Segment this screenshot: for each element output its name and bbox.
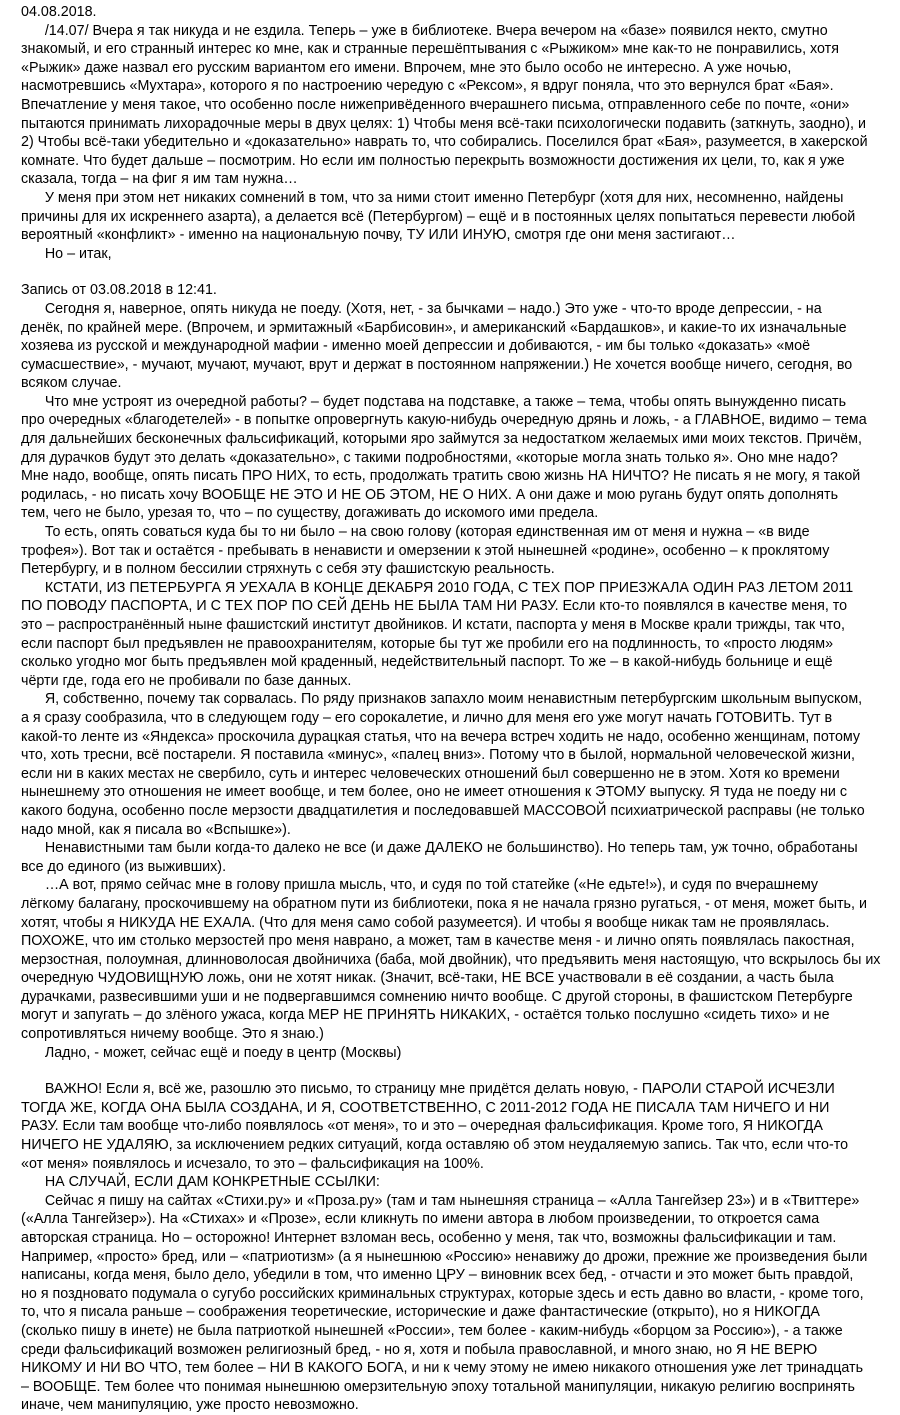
text-line: НА СЛУЧАЙ, ЕСЛИ ДАМ КОНКРЕТНЫЕ ССЫЛКИ: bbox=[21, 1174, 380, 1191]
text-line: денёк, по крайней мере. (Впрочем, и эрмитажный «Барбисовин», и американский «Бардашков», и какие-то их изначальные bbox=[21, 319, 847, 336]
text-line: «от меня» появлялось и исчезало, то это – фальсификация на 100%. bbox=[21, 1155, 484, 1172]
text-line: трофея»). Вот так и остаётся - пребывать в ненависти и омерзении к этой нынешней «родине», особенно – к проклятому bbox=[21, 542, 830, 559]
text-line: тем, чего не было, урезая то, что – по существу, догаживать до искомого ими предела. bbox=[21, 505, 599, 522]
text-line: 04.08.2018. bbox=[21, 4, 97, 20]
text-line: сопротивляться ничему вообще. Это я знаю.) bbox=[21, 1026, 324, 1043]
text-line: какого бодуна, особенно после мерзости двадцатилетия и последовавшей МАССОВОЙ психиатрической расправы (не только bbox=[21, 802, 865, 819]
text-line: Но – итак, bbox=[21, 245, 112, 262]
text-line: знакомый, и его странный интерес ко мне, как и странные перешёптывания с «Рыжиком» мне как-то не понравились, хотя bbox=[21, 41, 839, 58]
text-line: сказала, тогда – на фиг я им там нужна… bbox=[21, 171, 298, 188]
text-line: надо мной, как я писала во «Вспышке»). bbox=[21, 821, 291, 838]
text-line: То есть, опять соваться куда бы то ни было – на свою голову (которая единственная им от меня и нужна – «в виде bbox=[21, 524, 810, 541]
text-line: ПОХОЖЕ, что им столько мерзостей про меня наврано, а может, там в качестве меня - и лично опять появлялась пакостная, bbox=[21, 933, 855, 950]
text-line: чёрти где, года его не пробивали по базе данных. bbox=[21, 672, 352, 689]
text-line: причины для их искреннего азарта), а делается всё (Петербургом) – ещё и в постоянных целях попытаться перевести любой bbox=[21, 208, 856, 225]
text-line: («Алла Тангейзер»). На «Стихах» и «Прозе», если кликнуть по имени автора в любом произведении, то откроется сама bbox=[21, 1211, 820, 1228]
text-line: Петербургу, и в полном бессилии стряхнуть с себя эту фашистскую реальность. bbox=[21, 561, 555, 578]
text-line: про очередных «благодетелей» - в попытке опровергнуть какую-нибудь очередную дрянь и ложь, - а ГЛАВНОЕ, видимо – тема bbox=[21, 412, 867, 429]
text-line: то, что я писала раньше – соображения теоретические, исторические и даже фантастические (открыто), но я НИКОГДА bbox=[21, 1304, 820, 1321]
text-line: хотят, чтобы я НИКУДА НЕ ЕХАЛА. (Что для меня само собой разумеется). И чтобы я вообще никак там не проявлялась. bbox=[21, 914, 830, 931]
text-line: какой-то ленте из «Яндекса» проскочила дурацкая статья, что на вечера встреч ходить не надо, особенно женщинам, потому bbox=[21, 728, 861, 745]
text-line: дурачками, развесившими уши и не подвергавшимся сомнению ничто вообще. С другой стороны, в фашистском Петербурге bbox=[21, 988, 853, 1005]
text-line: РАЗУ. Если там вообще что-либо появлялось «от меня», то и это – очередная фальсификация. Кроме того, Я НИКОГДА bbox=[21, 1118, 823, 1135]
text-line: авторская страница. Но – осторожно! Интернет взломан весь, особенно у меня, так что, возможны фальсификации и там. bbox=[21, 1230, 837, 1246]
text-line: Ладно, - может, сейчас ещё и поеду в центр (Москвы) bbox=[21, 1044, 402, 1061]
text-line: насмотревшись «Мухтара», которого я по настроению чередую с «Рексом», я вдруг поняла, что это вернулся брат «Бая». bbox=[21, 78, 834, 95]
text-line: для дурачков будут это делать «доказательно», с такими подробностями, «которые могла знать только я». Оно мне надо? bbox=[21, 449, 838, 466]
important-notice-entry bbox=[21, 1080, 890, 1415]
text-line: Запись от 03.08.2018 в 12:41. bbox=[21, 282, 217, 299]
text-line: ТОГДА ЖЕ, КОГДА ОНА БЫЛА СОЗДАНА, И Я, СООТВЕТСТВЕННО, С 2011-2012 ГОДА НЕ ПИСАЛА ТАМ НИЧЕГО И НИ bbox=[21, 1099, 830, 1116]
text-line: КСТАТИ, ИЗ ПЕТЕРБУРГА Я УЕХАЛА В КОНЦЕ ДЕКАБРЯ 2010 ГОДА, С ТЕХ ПОР ПРИЕЗЖАЛА ОДИН РАЗ ЛЕТОМ 2011 bbox=[21, 579, 854, 596]
text-line: но я поздновато подумала о сугубо российских криминальных структурах, которые здесь и есть давно во власти, - кроме того, bbox=[21, 1285, 864, 1302]
text-line: /14.07/ Вчера я так никуда и не ездила. Теперь – уже в библиотеке. Вчера вечером на «базе» появился некто, смутно bbox=[21, 22, 828, 39]
text-line: могут и запугать – до злёного ужаса, когда МЕР НЕ ПРИНЯТЬ НИКАКИХ, - остаётся только послушно «сидеть тихо» и не bbox=[21, 1007, 830, 1024]
text-line: – ВООБЩЕ. Тем более что понимая нынешнюю омерзительную эпоху тотальной манипуляции, никакую религию воспринять bbox=[21, 1378, 855, 1395]
text-line: Сейчас я пишу на сайтах «Стихи.ру» и «Проза.ру» (там и там нынешняя страница – «Алла Тангейзер 23») и в «Твиттере» bbox=[21, 1192, 860, 1209]
text-line: написаны, когда меня, было дело, убедили в том, что именно ЦРУ – виновник всех бед, - отчасти и это может быть правдой, bbox=[21, 1267, 854, 1284]
text-line: это – распространённый ныне фашистский институт двойников. И кстати, паспорта у меня в Москве крали трижды, так что, bbox=[21, 617, 845, 633]
text-line: 2) Чтобы всё-таки убедительно и «доказательно» наврать то, что собирались. Поселился брат «Бая», разумеется, в хакерской bbox=[21, 134, 868, 151]
text-line: всяком случае. bbox=[21, 375, 122, 392]
diary-entry-04-08-2018 bbox=[21, 3, 890, 263]
text-line: «Рыжик» даже назвал его русским вариантом его имени. Впрочем, мне это было особо не интересно. А уже ночью, bbox=[21, 59, 792, 76]
text-line: ВАЖНО! Если я, всё же, разошлю это письмо, то страницу мне придётся делать новую, - ПАРОЛИ СТАРОЙ ИСЧЕЗЛИ bbox=[21, 1081, 835, 1098]
text-line: НИКОМУ И НИ ВО ЧТО, тем более – НИ В КАКОГО БОГА, и ни к чему этому не имею никакого отношения уже лет тринадцать bbox=[21, 1360, 864, 1377]
text-line: для дальнейших бесконечных фальсификаций, которыми яро займутся за недостатком желаемых ими моих текстов. Причём, bbox=[21, 431, 862, 448]
text-line: иначе, чем манипуляцию, уже просто невозможно. bbox=[21, 1397, 359, 1414]
text-line: У меня при этом нет никаких сомнений в том, что за ними стоит именно Петербург (хотя для них, несомненно, найдены bbox=[21, 189, 844, 206]
diary-entry-03-08-2018 bbox=[21, 281, 890, 1062]
text-line: сумасшествие», - мучают, мучают, мучают, врут и держат в постоянном напряжении.) Не хочется вообще ничего, сегодня, во bbox=[21, 356, 853, 373]
text-line: Я, собственно, почему так сорвалась. По ряду признаков запахло моим ненавистным петербургским школьным выпуском, bbox=[21, 691, 863, 708]
text-line: а я сразу сообразила, что в следующем году – его сорокалетие, и лично для меня его уже могут начать ГОТОВИТЬ. Тут в bbox=[21, 709, 833, 726]
text-line: мерзостная, полоумная, длинноволосая двойничиха (баба, мой двойник), что предъявить меня настоящую, что вскрылось бы их bbox=[21, 951, 881, 968]
text-line: Ненавистными там были когда-то далеко не все (и даже ДАЛЕКО не большинство). Но теперь там, уж точно, обработаны bbox=[21, 840, 858, 857]
text-line: нынешнему это отношения не имеет вообще, и тем более, оно не имеет отношения к ЭТОМУ выпуску. Я туда не поеду ни с bbox=[21, 784, 847, 801]
text-line: пытаются принимать лихорадочные меры в двух целях: 1) Чтобы меня всё-таки психологически подавить (заткнуть, заодно), и bbox=[21, 115, 866, 132]
text-line: вероятный «конфликт» - именно на национальную почву, ТУ ИЛИ ИНУЮ, смотря где они меня застигают… bbox=[21, 227, 736, 244]
text-line: сколько угодно мог быть предъявлен мой краденный, недействительный паспорт. То же – в какой-нибудь больнице и ещё bbox=[21, 654, 833, 671]
text-line: ПО ПОВОДУ ПАСПОРТА, И С ТЕХ ПОР ПО СЕЙ ДЕНЬ НЕ БЫЛА ТАМ НИ РАЗУ. Если кто-то появлялся в качестве меня, то bbox=[21, 598, 848, 615]
text-line: хозяева из русской и международной мафии - именно моей депрессии и добиваются, - им бы только «доказать» «моё bbox=[21, 338, 811, 355]
spacer bbox=[21, 1062, 890, 1080]
text-line: (сколько пишу в инете) не была патриоткой нынешней «России», тем более - каким-нибудь «борцом за Россию»), - а также bbox=[21, 1322, 843, 1339]
text-line: лёгкому балагану, проскочившему на обратном пути из библиотеки, пока я не начала грязно ругаться, - от меня, может быть, и bbox=[21, 895, 867, 912]
spacer bbox=[21, 263, 890, 281]
text-line: Сегодня я, наверное, опять никуда не поеду. (Хотя, нет, - за бычками – надо.) Это уже - что-то вроде депрессии, - на bbox=[21, 300, 822, 317]
text-line: комнате. Что будет дальше – посмотрим. Но если им полностью перекрыть возможности достижения их цели, то, как я уже bbox=[21, 152, 845, 169]
text-line: если паспорт был предъявлен не правоохранителям, которые бы тут же пробили его на подлинность, то «просто людям» bbox=[21, 635, 834, 652]
text-line: если ни в каких местах не свербило, суть и интерес человеческих отношений был совершенно не в этом. Хотя ко времени bbox=[21, 765, 840, 782]
text-line: Мне надо, вообще, опять писать ПРО НИХ, то есть, продолжать тратить свою жизнь НА НИЧТО? Не писать я не могу, я такой bbox=[21, 468, 861, 485]
text-line: все до единого (из выживших). bbox=[21, 858, 227, 875]
text-line: очередную ЧУДОВИЩНУЮ ложь, они не хотят никак. (Значит, всё-таки, НЕ ВСЕ участвовали в её создании, а часть была bbox=[21, 970, 834, 987]
text-line: …А вот, прямо сейчас мне в голову пришла мысль, что, и судя по той статейке («Не едьте!»), и судя по вчерашнему bbox=[21, 877, 819, 894]
text-line: что, хоть тресни, всё постарели. Я поставила «минус», «палец вниз». Потому что в былой, нормальной человеческой жизни, bbox=[21, 747, 856, 764]
text-line: Например, «просто» бред, или – «патриотизм» (а я нынешнюю «Россию» ненавижу до дрожи, прежние же произведения были bbox=[21, 1248, 868, 1265]
text-line: НИЧЕГО НЕ УДАЛЯЮ, за исключением редких ситуаций, когда оставляю об этом неудаляемую запись. Так что, если что-то bbox=[21, 1137, 849, 1154]
text-line: родилась, - но писать хочу ВООБЩЕ НЕ ЭТО И НЕ ОБ ЭТОМ, НЕ О НИХ. А они даже и мою ругань будут опять дополнять bbox=[21, 486, 839, 503]
text-line: Впечатление у меня такое, что особенно после нижепривёденного вчерашнего письма, отправленного себе по почте, «они» bbox=[21, 96, 850, 113]
text-line: среди фальсификаций возможен религиозный бред, - но я, хотя и побыла православной, и много знаю, но Я НЕ ВЕРЮ bbox=[21, 1341, 818, 1358]
text-line: Что мне устроят из очередной работы? – будет подстава на подставке, а также – тема, чтобы опять вынужденно писать bbox=[21, 393, 847, 410]
